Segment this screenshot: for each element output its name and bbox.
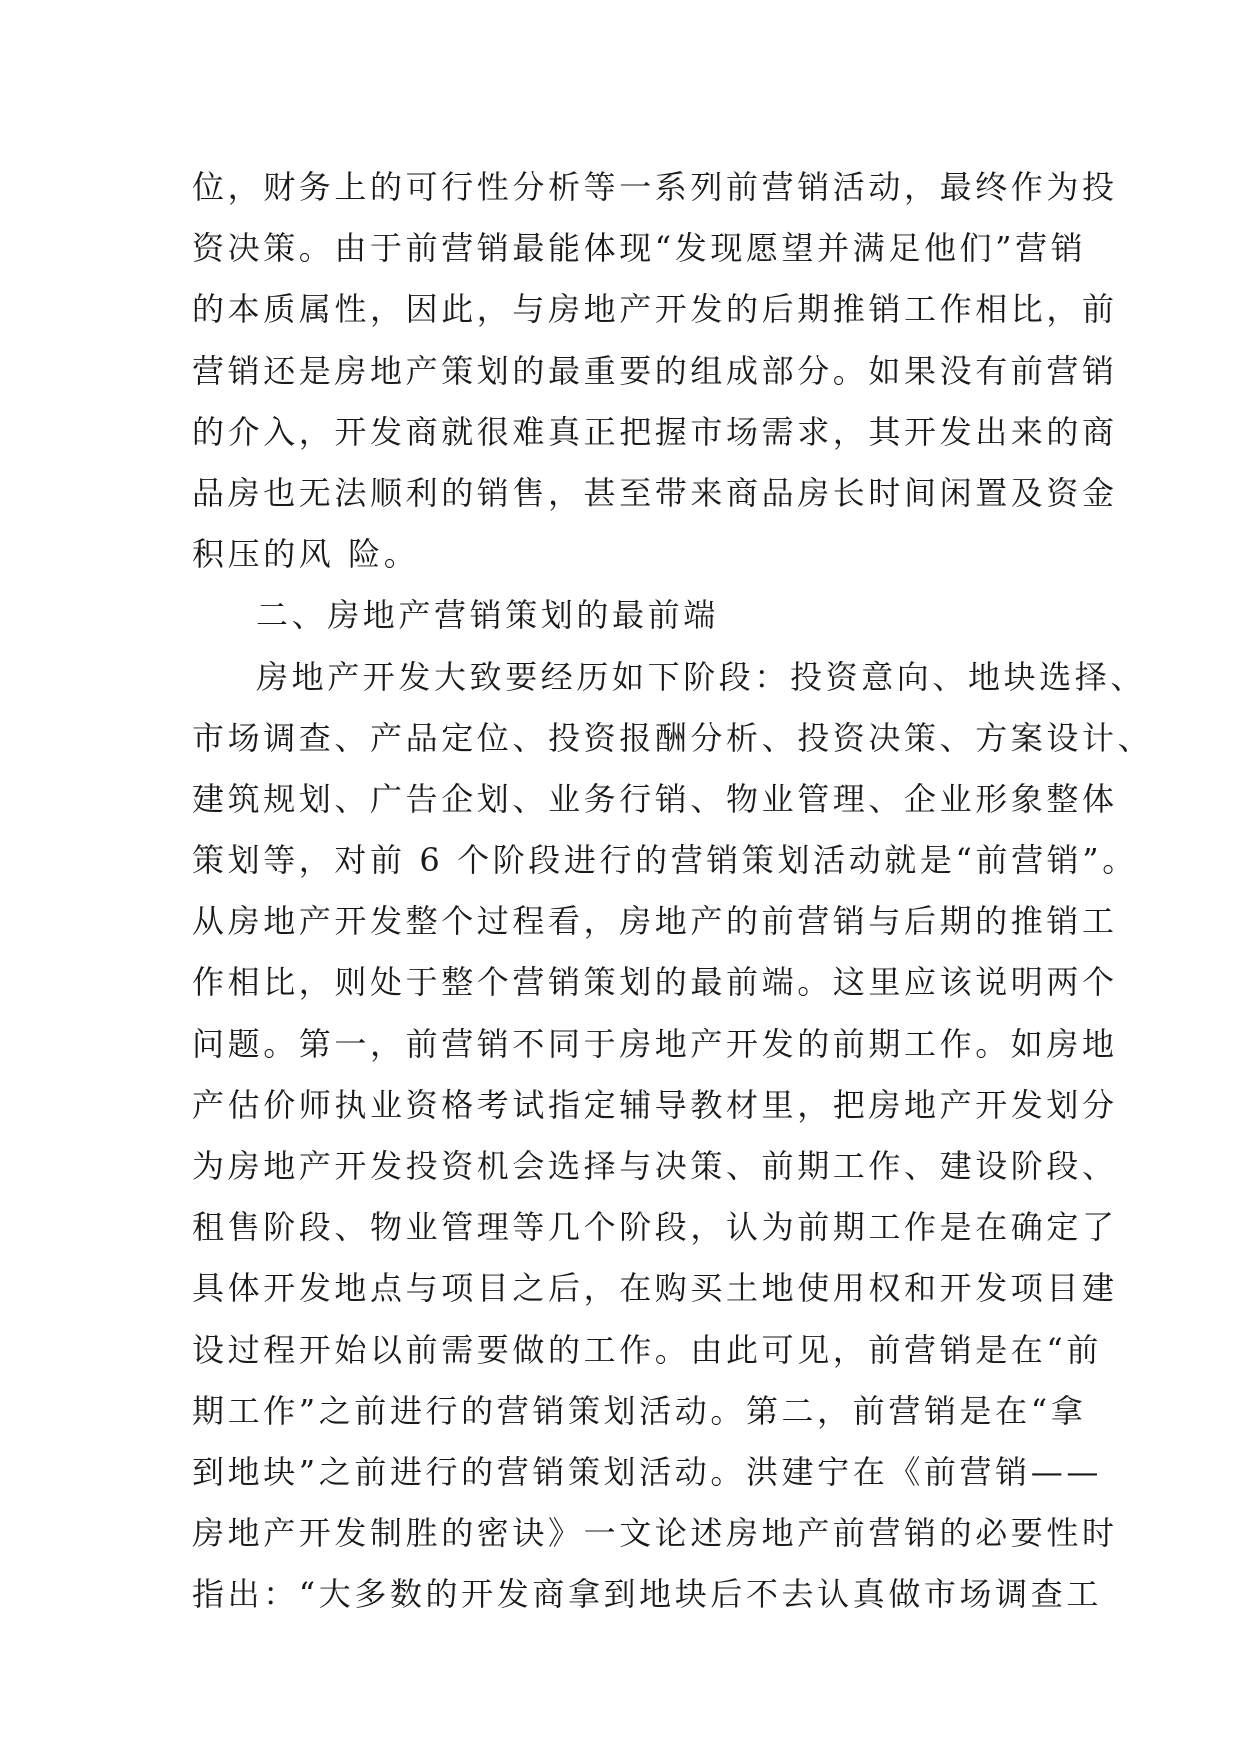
text-line: 租售阶段、物业管理等几个阶段，认为前期工作是在确定了 [192, 1208, 1118, 1247]
text-line: 市场调查、产品定位、投资报酬分析、投资决策、方案设计、 [192, 718, 1154, 757]
text-line: 问题。第一，前营销不同于房地产开发的前期工作。如房地 [192, 1024, 1118, 1063]
text-line: 品房也无法顺利的销售，甚至带来商品房长时间闲置及资金 [192, 473, 1118, 512]
text-line: 到地块”之前进行的营销策划活动。洪建宁在《前营销—— [192, 1452, 1102, 1491]
text-line: 的介入，开发商就很难真正把握市场需求，其开发出来的商 [192, 412, 1118, 451]
text-line: 期工作”之前进行的营销策划活动。第二，前营销是在“拿 [192, 1391, 1087, 1430]
paragraph-first-line: 房地产开发大致要经历如下阶段：投资意向、地块选择、 [256, 657, 1147, 696]
text-line: 建筑规划、广告企划、业务行销、物业管理、企业形象整体 [192, 779, 1118, 818]
text-line: 设过程开始以前需要做的工作。由此可见，前营销是在“前 [192, 1330, 1102, 1369]
text-line: 具体开发地点与项目之后，在购买土地使用权和开发项目建 [192, 1269, 1118, 1308]
text-line: 房地产开发制胜的密诀》一文论述房地产前营销的必要性时 [192, 1514, 1118, 1553]
text-line: 位，财务上的可行性分析等一系列前营销活动，最终作为投 [192, 168, 1118, 206]
text-line: 作相比，则处于整个营销策划的最前端。这里应该说明两个 [192, 963, 1118, 1002]
text-line: 的本质属性，因此，与房地产开发的后期推销工作相比，前 [192, 290, 1118, 329]
text-line: 为房地产开发投资机会选择与决策、前期工作、建设阶段、 [192, 1147, 1118, 1185]
text-line: 营销还是房地产策划的最重要的组成部分。如果没有前营销 [192, 351, 1118, 390]
text-line: 从房地产开发整个过程看，房地产的前营销与后期的推销工 [192, 902, 1118, 941]
text-line: 策划等，对前 6 个阶段进行的营销策划活动就是“前营销”。 [192, 841, 1138, 880]
text-line: 资决策。由于前营销最能体现“发现愿望并满足他们”营销 [192, 229, 1087, 268]
section-heading: 二、房地产营销策划的最前端 [256, 596, 719, 635]
text-line: 产估价师执业资格考试指定辅导教材里，把房地产开发划分 [192, 1085, 1118, 1124]
text-line: 指出：“大多数的开发商拿到地块后不去认真做市场调查工 [192, 1575, 1102, 1614]
document-body [192, 157, 1154, 1626]
text-line: 积压的风 险。 [192, 535, 420, 574]
